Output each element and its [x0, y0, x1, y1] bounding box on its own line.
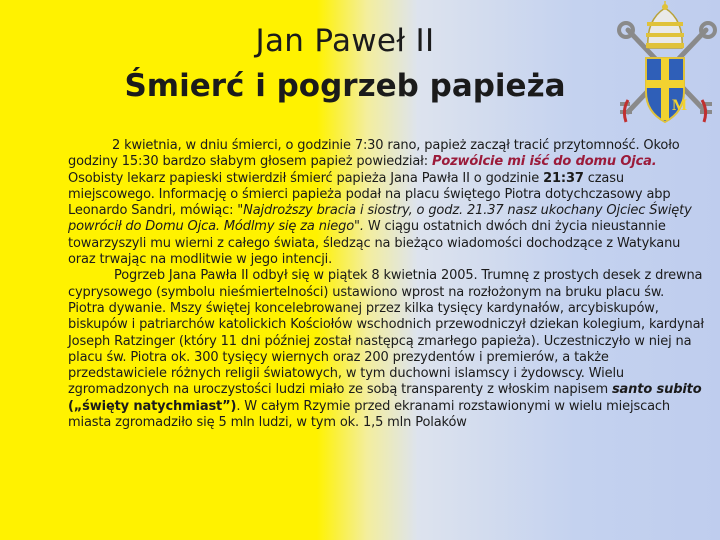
- time-of-death: 21:37: [543, 170, 584, 186]
- slide-title: Jan Paweł II: [255, 23, 435, 59]
- paragraph-text: . W całym Rzymie przed ekranami rozstawionymi w wielu miejscach miasta zgromadziło się 5 mln ludzi, w tym ok. 1,5 mln Polaków: [68, 398, 670, 431]
- paragraph-death: [68, 138, 704, 268]
- title-block: [110, 22, 580, 106]
- paragraph-text: Osobisty lekarz papieski stwierdził śmierć papieża Jana Pawła II o godzinie: [68, 170, 544, 186]
- slide-subtitle: Śmierć i pogrzeb papieża: [124, 68, 566, 104]
- phrase-santo-subito: santo subito: [611, 382, 702, 398]
- svg-text:M: M: [672, 97, 688, 114]
- quote-last-words: Pozwólcie mi iść do domu Ojca.: [431, 154, 657, 170]
- paragraph-text: 2 kwietnia, w dniu śmierci, o godzinie 7:30 rano, papież zaczął tracić przytomność. Około godziny 15:30 bardzo słabym głosem papież powiedział:: [68, 138, 680, 170]
- phrase-translation: („święty natychmiast”): [68, 398, 237, 414]
- paragraph-text: Pogrzeb Jana Pawła II odbył się w piątek 8 kwietnia 2005. Trumnę z prostych desek z drewna cyprysowego (symbolu nieśmiertelności) ustawiono wprost na rozłożonym na bruku placu św. Piotra dywanie. Mszy świętej koncelebrowanej przez kilka tysięcy kardynałów, arcybiskupów, biskupów i patriarchów katolickich Kościołów wschodnich przewodniczył dziekan kolegium, kardynał Joseph Ratzinger (który 11 dni później został następcą zmarłego papieża). Uczestniczyło w niej na placu św. Piotra ok. 300 tysięcy wiernych oraz 200 prezydentów i premierów, a także przedstawiciele różnych religii światowych, w tym duchowni islamscy i żydowscy. Wielu zgromadzonych na uroczystości ludzi miało ze sobą transparenty z włoskim napisem: [68, 268, 704, 398]
- paragraph-text: W ciągu ostatnich dwóch dni życia nieustannie towarzyszyli mu wierni z całego świata, śledząc na bieżąco wiadomości dochodzące z Watykanu oraz trwając na modlitwie w jego intencji.: [68, 219, 681, 268]
- paragraph-funeral: [68, 268, 704, 431]
- paragraph-text: czasu miejscowego. Informację o śmierci papieża podał na placu świętego Piotra dotychczasowy abp Leonardo Sandri, mówiąc:: [68, 170, 671, 219]
- body-text: [68, 138, 704, 431]
- quote-announcement: "Najdroższy bracia i siostry, o godz. 21.37 nasz ukochany Ojciec Święty powrócił do Domu Ojca. Módlmy się za niego".: [68, 203, 692, 235]
- papal-coat-of-arms-icon: [610, 0, 720, 130]
